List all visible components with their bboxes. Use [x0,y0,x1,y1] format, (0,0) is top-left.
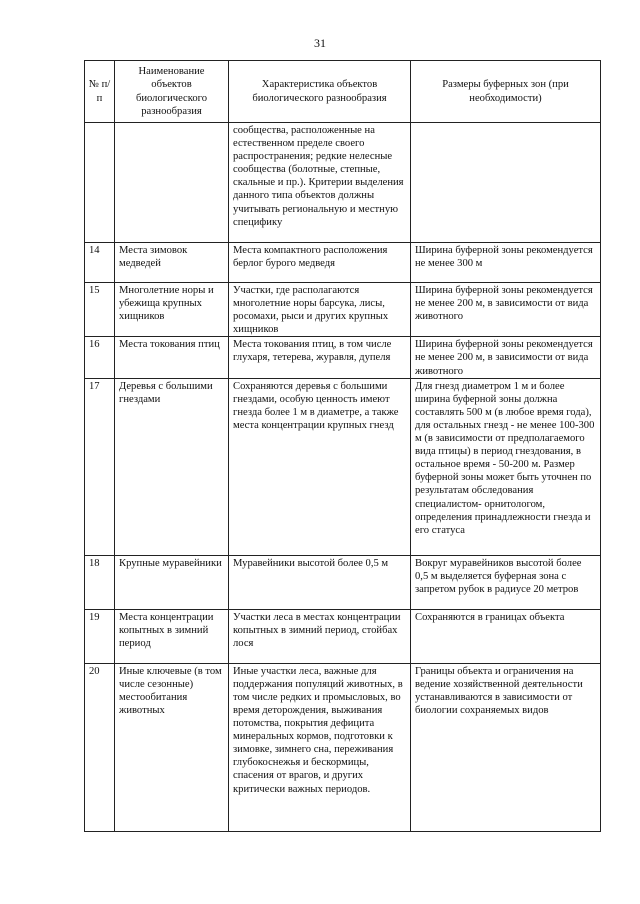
table-row [85,609,601,663]
table-header-row [85,61,601,123]
cell-description: Иные участки леса, важные для поддержания популяций животных, в том числе редких и промысловых, во время деторождения, выживания потомства, покрытия дефицита минеральных кормов, подготовки к зимовке, зимнего сна, переживания глубокоснежья и бескормицы, спасения от врагов, и других критически важных периодов. [229,663,411,831]
cell-buffer: Сохраняются в границах объекта [411,609,601,663]
cell-buffer: Вокруг муравейников высотой более 0,5 м выделяется буферная зона с запретом рубок в радиусе 20 метров [411,555,601,609]
table-row [85,243,601,283]
cell-number: 14 [85,243,115,283]
table-row [85,378,601,555]
cell-name: Места зимовок медведей [115,243,229,283]
page-number: 31 [314,36,326,50]
table-row [85,663,601,831]
cell-buffer: Ширина буферной зоны рекомендуется не менее 300 м [411,243,601,283]
cell-number [85,123,115,243]
biodiversity-table [84,60,601,832]
cell-description: Места токования птиц, в том числе глухаря, тетерева, журавля, дупеля [229,337,411,378]
cell-description: Сохраняются деревья с большими гнездами, особую ценность имеют гнезда более 1 м в диаметре, а также места концентрации крупных гнезд [229,378,411,555]
cell-name: Многолетние норы и убежища крупных хищников [115,283,229,337]
cell-number: 16 [85,337,115,378]
cell-name: Деревья с большими гнездами [115,378,229,555]
table-row [85,123,601,243]
header-characteristic: Характеристика объектов биологического разнообразия [229,61,411,123]
header-number: № п/п [85,61,115,123]
cell-description: Участки, где располагаются многолетние норы барсука, лисы, росомахи, рыси и других крупных хищников [229,283,411,337]
cell-number: 20 [85,663,115,831]
cell-number: 19 [85,609,115,663]
cell-buffer [411,123,601,243]
cell-buffer: Границы объекта и ограничения на ведение хозяйственной деятельности устанавливаются в зависимости от биологии сохраняемых видов [411,663,601,831]
cell-name: Иные ключевые (в том числе сезонные) местообитания животных [115,663,229,831]
cell-buffer: Для гнезд диаметром 1 м и более ширина буферной зоны должна составлять 500 м (в любое время года), для остальных гнезд - не менее 100-300 м (в зависимости от предполагаемого вида птицы) в период гнездования, в остальное время - 50-200 м. Размер буферной зоны может быть уточнен по результатам обследования специалистом- орнитологом, определения принадлежности гнезда и его статуса [411,378,601,555]
header-buffer-size: Размеры буферных зон (при необходимости) [411,61,601,123]
cell-buffer: Ширина буферной зоны рекомендуется не менее 200 м, в зависимости от вида животного [411,337,601,378]
cell-description: Места компактного расположения берлог бурого медведя [229,243,411,283]
table-row [85,337,601,378]
cell-number: 15 [85,283,115,337]
cell-name [115,123,229,243]
table-row [85,283,601,337]
cell-description: Муравейники высотой более 0,5 м [229,555,411,609]
cell-name: Места токования птиц [115,337,229,378]
header-object-name: Наименование объектов биологического разнообразия [115,61,229,123]
cell-name: Крупные муравейники [115,555,229,609]
cell-description: сообщества, расположенные на естественном пределе своего распространения; редкие нелесные сообщества (болотные, степные, скальные и пр.). Критерии выделения данного типа объектов должны учитывать региональную и местную специфику [229,123,411,243]
cell-number: 17 [85,378,115,555]
table-row [85,555,601,609]
cell-name: Места концентрации копытных в зимний период [115,609,229,663]
cell-description: Участки леса в местах концентрации копытных в зимний период, стойбах лося [229,609,411,663]
cell-buffer: Ширина буферной зоны рекомендуется не менее 200 м, в зависимости от вида животного [411,283,601,337]
cell-number: 18 [85,555,115,609]
